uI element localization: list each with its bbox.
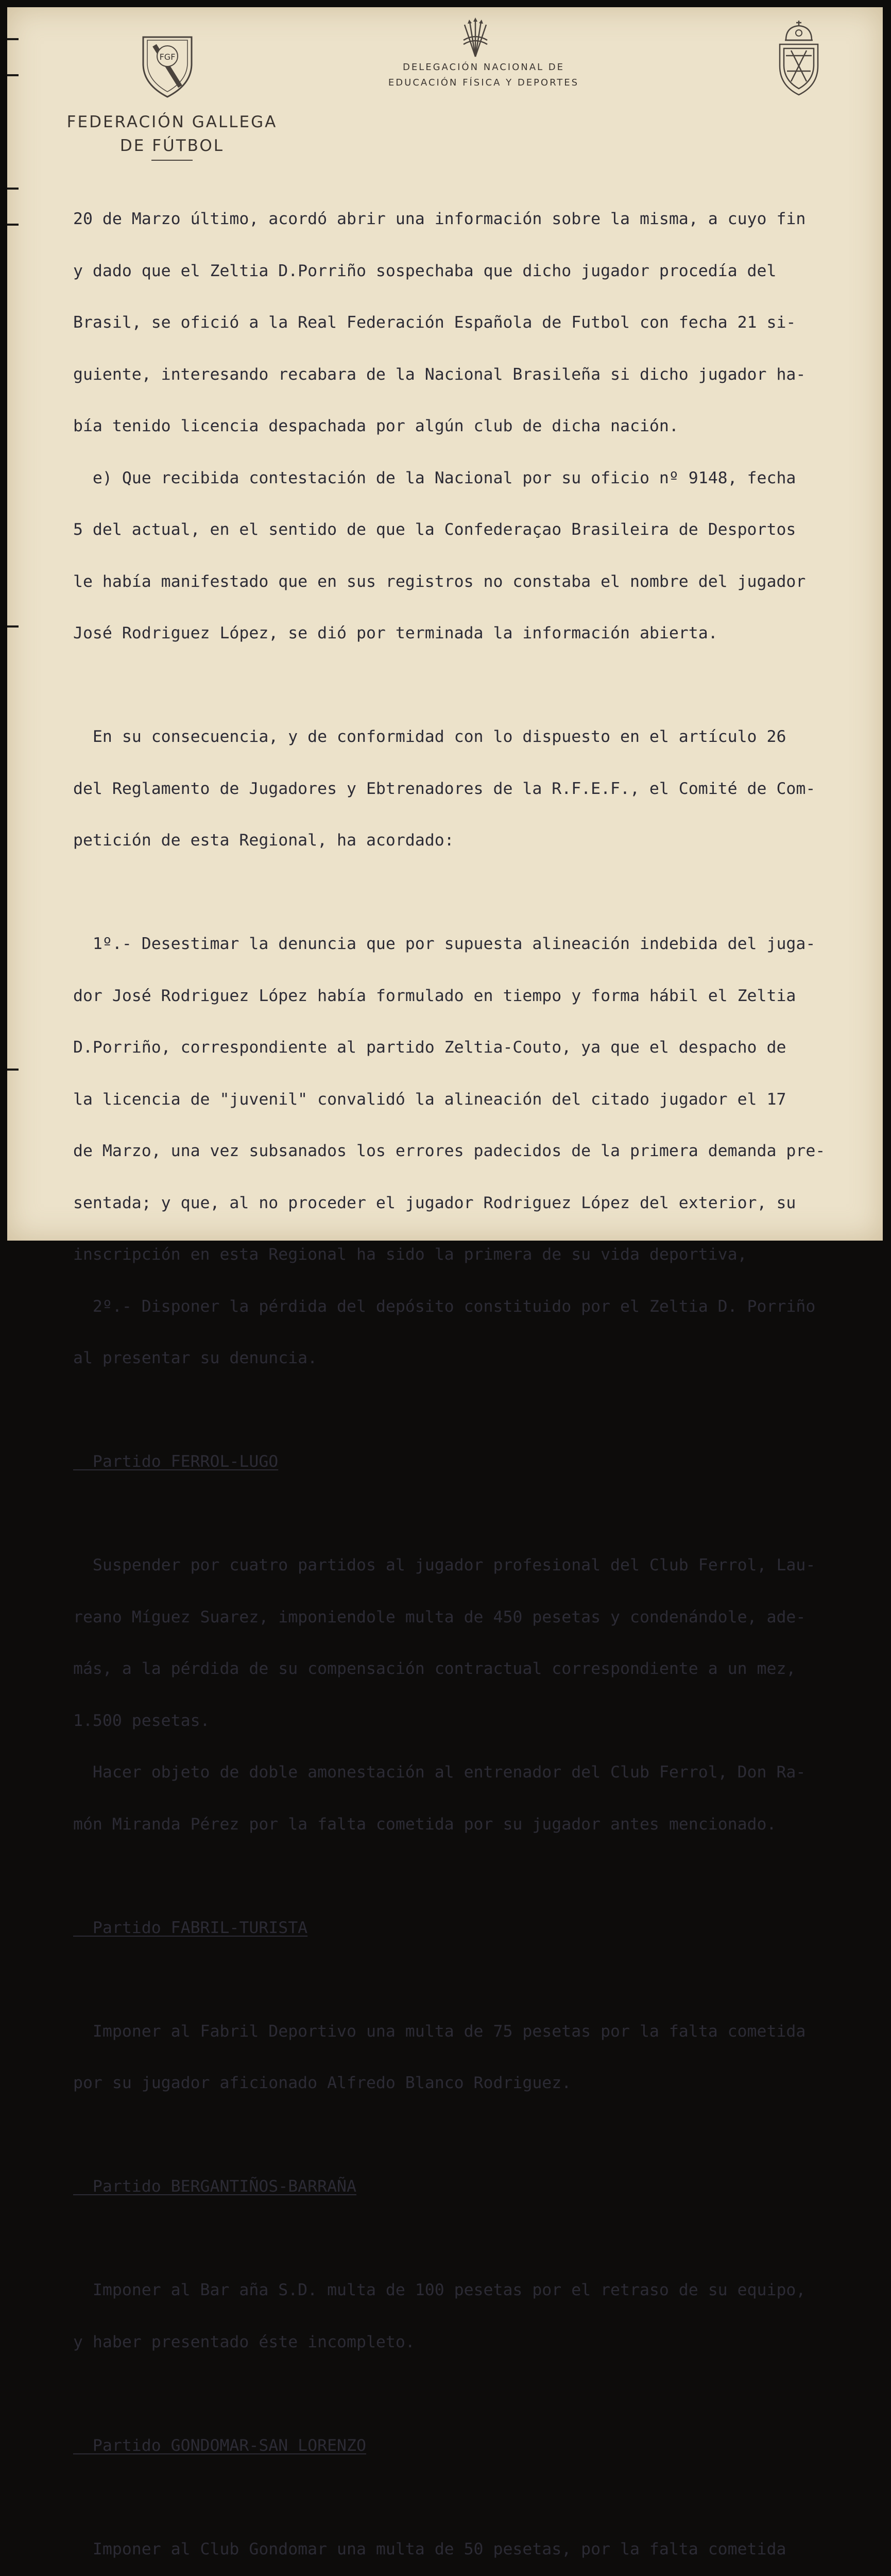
- edge-mark: [7, 625, 19, 628]
- federation-title-line1: FEDERACIÓN GALLEGA: [66, 113, 278, 131]
- body-line: le había manifestado que en sus registros no constaba el nombre del jugador: [73, 572, 806, 591]
- body-line: Imponer al Bar aña S.D. multa de 100 pesetas por el retraso de su equipo,: [73, 2281, 806, 2299]
- blank-line: [73, 1402, 877, 1419]
- match-heading: Partido FABRIL-TURISTA: [73, 1918, 308, 1937]
- blank-line: [73, 2230, 877, 2248]
- body-line: En su consecuencia, y de conformidad con lo dispuesto en el artículo 26: [73, 727, 786, 746]
- body-line: 5 del actual, en el sentido de que la Confederaçao Brasileira de Desportos: [73, 520, 796, 539]
- body-line: al presentar su denuncia.: [73, 1349, 318, 1367]
- title-underline: [151, 160, 193, 161]
- body-line: y haber presentado éste incompleto.: [73, 2332, 415, 2351]
- blank-line: [73, 2127, 877, 2144]
- blank-line: [73, 1505, 877, 1523]
- body-line: Imponer al Fabril Deportivo una multa de 75 pesetas por la falta cometida: [73, 2022, 806, 2041]
- body-line: inscripción en esta Regional ha sido la primera de su vida deportiva,: [73, 1245, 747, 1264]
- body-line: de Marzo, una vez subsanados los errores padecidos de la primera demanda pre-: [73, 1142, 826, 1160]
- body-line: José Rodriguez López, se dió por terminada la información abierta.: [73, 624, 718, 642]
- blank-line: [73, 677, 877, 694]
- body-line: la licencia de "juvenil" convalidó la alineación del citado jugador el 17: [73, 1090, 786, 1109]
- body-line: món Miranda Pérez por la falta cometida por su jugador antes mencionado.: [73, 1815, 777, 1834]
- body-line: dor José Rodriguez López había formulado en tiempo y forma hábil el Zeltia: [73, 986, 796, 1005]
- body-line: e) Que recibida contestación de la Nacional por su oficio nº 9148, fecha: [73, 468, 796, 487]
- resolution-body: [73, 176, 877, 2576]
- crowned-rfef-crest-icon: [770, 20, 827, 97]
- body-line: más, a la pérdida de su compensación contractual correspondiente a un mez,: [73, 1659, 796, 1678]
- edge-mark: [7, 224, 19, 226]
- federation-title: [64, 110, 280, 161]
- blank-line: [73, 884, 877, 902]
- body-line: del Reglamento de Jugadores y Ebtrenadores de la R.F.E.F., el Comité de Com-: [73, 779, 816, 798]
- match-heading: Partido FERROL-LUGO: [73, 1452, 279, 1471]
- delegation-line1: DELEGACIÓN NACIONAL DE: [402, 62, 565, 73]
- body-line: D.Porriño, correspondiente al partido Zeltia-Couto, ya que el despacho de: [73, 1038, 786, 1057]
- body-line: reano Míguez Suarez, imponiendole multa de 450 pesetas y condenándole, ade-: [73, 1607, 806, 1626]
- match-heading: Partido BERGANTIÑOS-BARRAÑA: [73, 2177, 356, 2196]
- body-line: sentada; y que, al no proceder el jugador Rodriguez López del exterior, su: [73, 1193, 796, 1212]
- body-line: Imponer al Club Gondomar una multa de 50 pesetas, por la falta cometida: [73, 2539, 786, 2558]
- blank-line: [73, 1868, 877, 1885]
- body-line: bía tenido licencia despachada por algún club de dicha nación.: [73, 417, 679, 435]
- body-line: y dado que el Zeltia D.Porriño sospechaba que dicho jugador procedía del: [73, 261, 777, 280]
- blank-line: [73, 2385, 877, 2403]
- body-line: 1º.- Desestimar la denuncia que por supuesta alineación indebida del juga-: [73, 935, 816, 953]
- delegation-heading: [363, 60, 605, 91]
- edge-mark: [7, 188, 19, 190]
- edge-mark: [7, 1069, 19, 1071]
- blank-line: [73, 2489, 877, 2506]
- document-page: [7, 7, 883, 2558]
- delegation-line2: EDUCACIÓN FÍSICA Y DEPORTES: [388, 77, 579, 88]
- federacion-gallega-shield-icon: [139, 33, 196, 100]
- yoke-and-arrows-icon: [458, 18, 492, 59]
- federation-title-line2: DE FÚTBOL: [119, 137, 225, 155]
- body-line: guiente, interesando recabara de la Nacional Brasileña si dicho jugador ha-: [73, 365, 806, 384]
- edge-mark: [7, 74, 19, 76]
- body-line: petición de esta Regional, ha acordado:: [73, 831, 454, 850]
- blank-line: [73, 1971, 877, 1989]
- body-line: Hacer objeto de doble amonestación al entrenador del Club Ferrol, Don Ra-: [73, 1763, 806, 1782]
- svg-text:FGF: FGF: [159, 52, 176, 62]
- body-line: por su jugador aficionado Alfredo Blanco Rodriguez.: [73, 2074, 572, 2092]
- body-line: 20 de Marzo último, acordó abrir una información sobre la misma, a cuyo fin: [73, 210, 806, 228]
- body-line: Suspender por cuatro partidos al jugador profesional del Club Ferrol, Lau-: [73, 1556, 816, 1574]
- body-line: 2º.- Disponer la pérdida del depósito constituido por el Zeltia D. Porriño: [73, 1297, 816, 1316]
- body-line: Brasil, se ofició a la Real Federación Española de Futbol con fecha 21 si-: [73, 313, 796, 332]
- match-heading: Partido GONDOMAR-SAN LORENZO: [73, 2436, 366, 2455]
- edge-mark: [7, 38, 19, 40]
- body-line: 1.500 pesetas.: [73, 1711, 210, 1730]
